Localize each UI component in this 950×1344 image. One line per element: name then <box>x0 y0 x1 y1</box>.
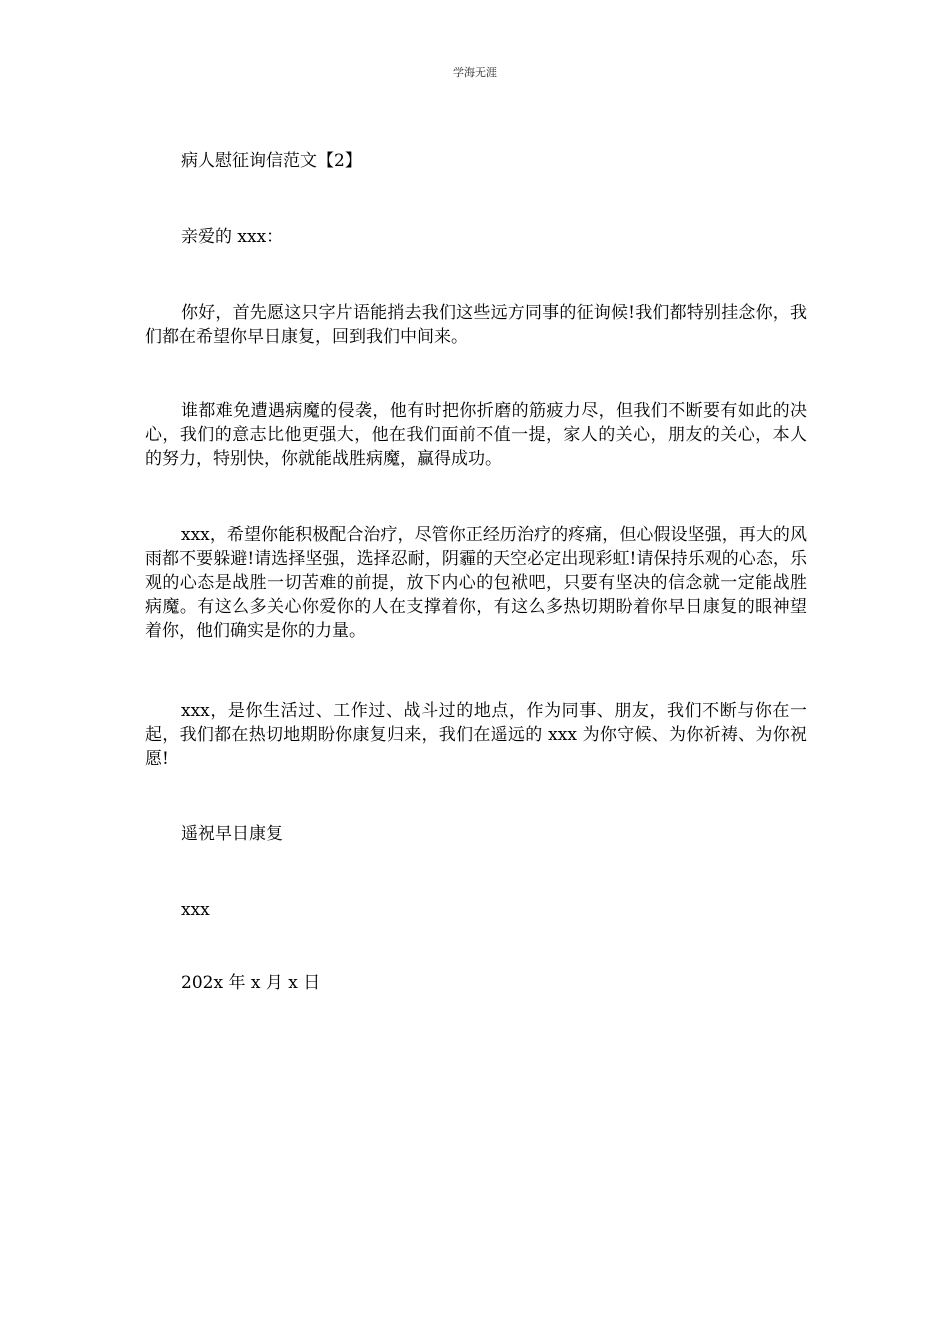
letter-paragraph-3: xxx，希望你能积极配合治疗，尽管你正经历治疗的疼痛，但心假设坚强，再大的风雨都不要躲避!请选择坚强，选择忍耐，阴霾的天空必定出现彩虹!请保持乐观的心态，乐观的心态是战胜一切苦难的前提，放下内心的包袱吧，只要有坚决的信念就一定能战胜病魔。有这么多关心你爱你的人在支撑着你，有这么多热切期盼着你早日康复的眼神望着你，他们确实是你的力量。 <box>145 525 807 641</box>
letter-signature: xxx <box>181 900 210 920</box>
letter-paragraph-2: 谁都难免遭遇病魔的侵袭，他有时把你折磨的筋疲力尽，但我们不断要有如此的决心，我们的意志比他更强大，他在我们面前不值一提，家人的关心，朋友的关心，本人的努力，特别快，你就能战胜病魔，赢得成功。 <box>145 401 807 469</box>
page-header: 学海无涯 <box>453 66 497 79</box>
letter-greeting: 亲爱的 xxx： <box>181 227 284 247</box>
letter-date: 202x 年 x 月 x 日 <box>181 973 321 993</box>
letter-paragraph-4: xxx，是你生活过、工作过、战斗过的地点，作为同事、朋友，我们不断与你在一起，我们都在热切地期盼你康复归来，我们在遥远的 xxx 为你守候、为你祈祷、为你祝愿! <box>145 701 807 769</box>
letter-title: 病人慰征询信范文【2】 <box>181 151 362 171</box>
letter-paragraph-1: 你好，首先愿这只字片语能捎去我们这些远方同事的征询候!我们都特别挂念你，我们都在希望你早日康复，回到我们中间来。 <box>145 303 807 347</box>
letter-closing: 遥祝早日康复 <box>181 824 283 844</box>
